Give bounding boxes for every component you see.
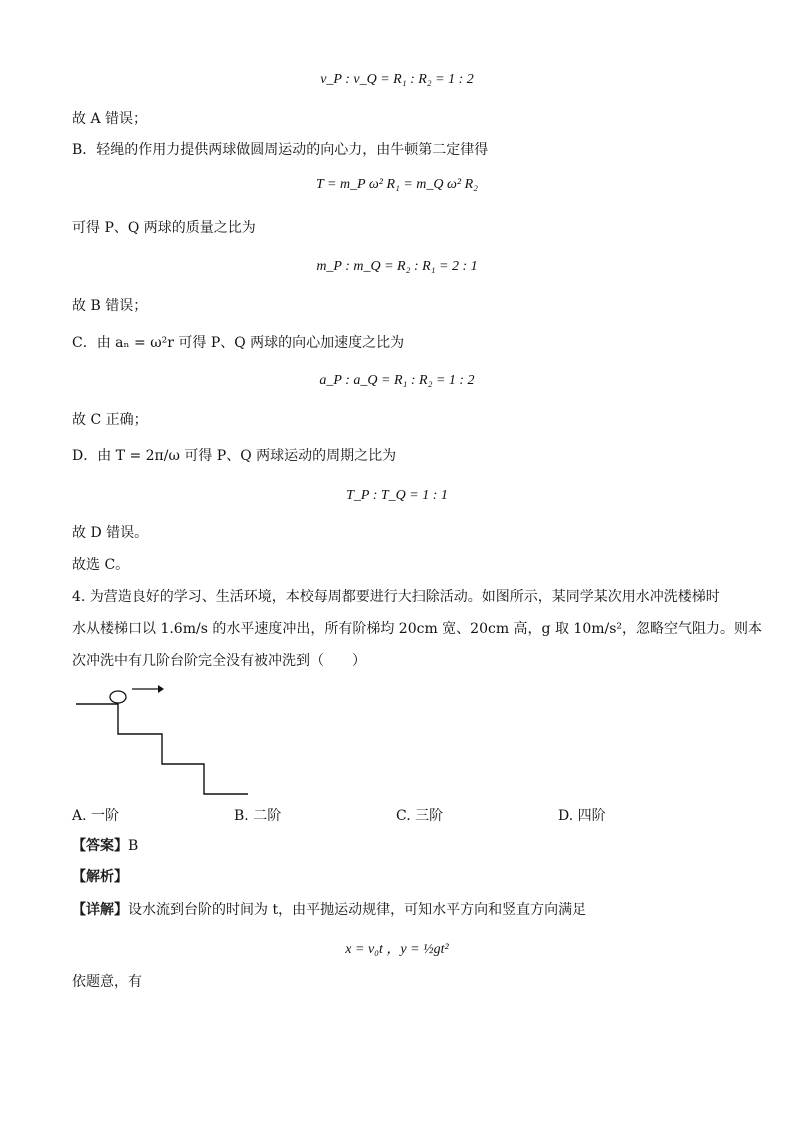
analysis-tag: 【解析】 bbox=[72, 869, 128, 885]
water-ball-icon bbox=[110, 691, 126, 703]
equation-mass-ratio: m_P : m_Q = R₂ : R₁ = 2 : 1 bbox=[316, 259, 478, 274]
b-intro: B．轻绳的作用力提供两球做圆周运动的向心力，由牛顿第二定律得 bbox=[72, 142, 489, 158]
equation-tension: T = m_P ω² R₁ = m_Q ω² R₂ bbox=[315, 177, 479, 192]
analysis-line bbox=[72, 867, 128, 887]
c-intro: C．由 aₙ = ω²r 可得 P、Q 两球的向心加速度之比为 bbox=[72, 335, 405, 351]
option-a: A. 一阶 bbox=[72, 808, 120, 824]
choose-answer: 故选 C。 bbox=[72, 557, 130, 573]
equation-acceleration-ratio: a_P : a_Q = R₁ : R₂ = 1 : 2 bbox=[319, 373, 475, 388]
stair-outline bbox=[76, 704, 248, 794]
option-b: B. 二阶 bbox=[234, 808, 282, 824]
a-conclusion: 故 A 错误； bbox=[72, 111, 148, 127]
c-conclusion: 故 C 正确； bbox=[72, 412, 148, 428]
answer-value: B bbox=[128, 838, 139, 854]
detail-line bbox=[72, 900, 586, 920]
detail-tag: 【详解】 bbox=[72, 902, 128, 918]
mass-ratio-intro: 可得 P、Q 两球的质量之比为 bbox=[72, 220, 256, 236]
equation-text: v_P : v_Q = R₁ : R₂ = 1 : 2 bbox=[320, 72, 474, 87]
question-4-line-3: 次冲洗中有几阶台阶完全没有被冲洗到（ ） bbox=[72, 653, 366, 669]
velocity-arrow-icon bbox=[132, 685, 164, 693]
question-4-line-1: 4. 为营造良好的学习、生活环境，本校每周都要进行大扫除活动。如图所示，某同学某次用水冲洗楼梯时 bbox=[72, 589, 720, 605]
b-conclusion: 故 B 错误； bbox=[72, 298, 148, 314]
question-4-line-2: 水从楼梯口以 1.6m/s 的水平速度冲出，所有阶梯均 20cm 宽、20cm 高，g 取 10m/s²，忽略空气阻力。则本 bbox=[72, 621, 763, 637]
detail-text: 设水流到台阶的时间为 t，由平抛运动规律，可知水平方向和竖直方向满足 bbox=[128, 902, 587, 918]
answer-line bbox=[72, 836, 138, 856]
detail-tail: 依题意，有 bbox=[72, 974, 142, 990]
staircase-figure bbox=[72, 682, 272, 802]
equation-projectile: x = v₀t ，y = ½gt² bbox=[345, 942, 449, 957]
option-d: D. 四阶 bbox=[558, 808, 606, 824]
d-intro: D．由 T = 2π/ω 可得 P、Q 两球运动的周期之比为 bbox=[72, 448, 397, 464]
answer-tag: 【答案】 bbox=[72, 838, 128, 854]
d-conclusion: 故 D 错误。 bbox=[72, 525, 149, 541]
option-c: C. 三阶 bbox=[396, 808, 444, 824]
equation-period-ratio: T_P : T_Q = 1 : 1 bbox=[346, 488, 448, 503]
equation-speed-ratio bbox=[0, 70, 794, 90]
